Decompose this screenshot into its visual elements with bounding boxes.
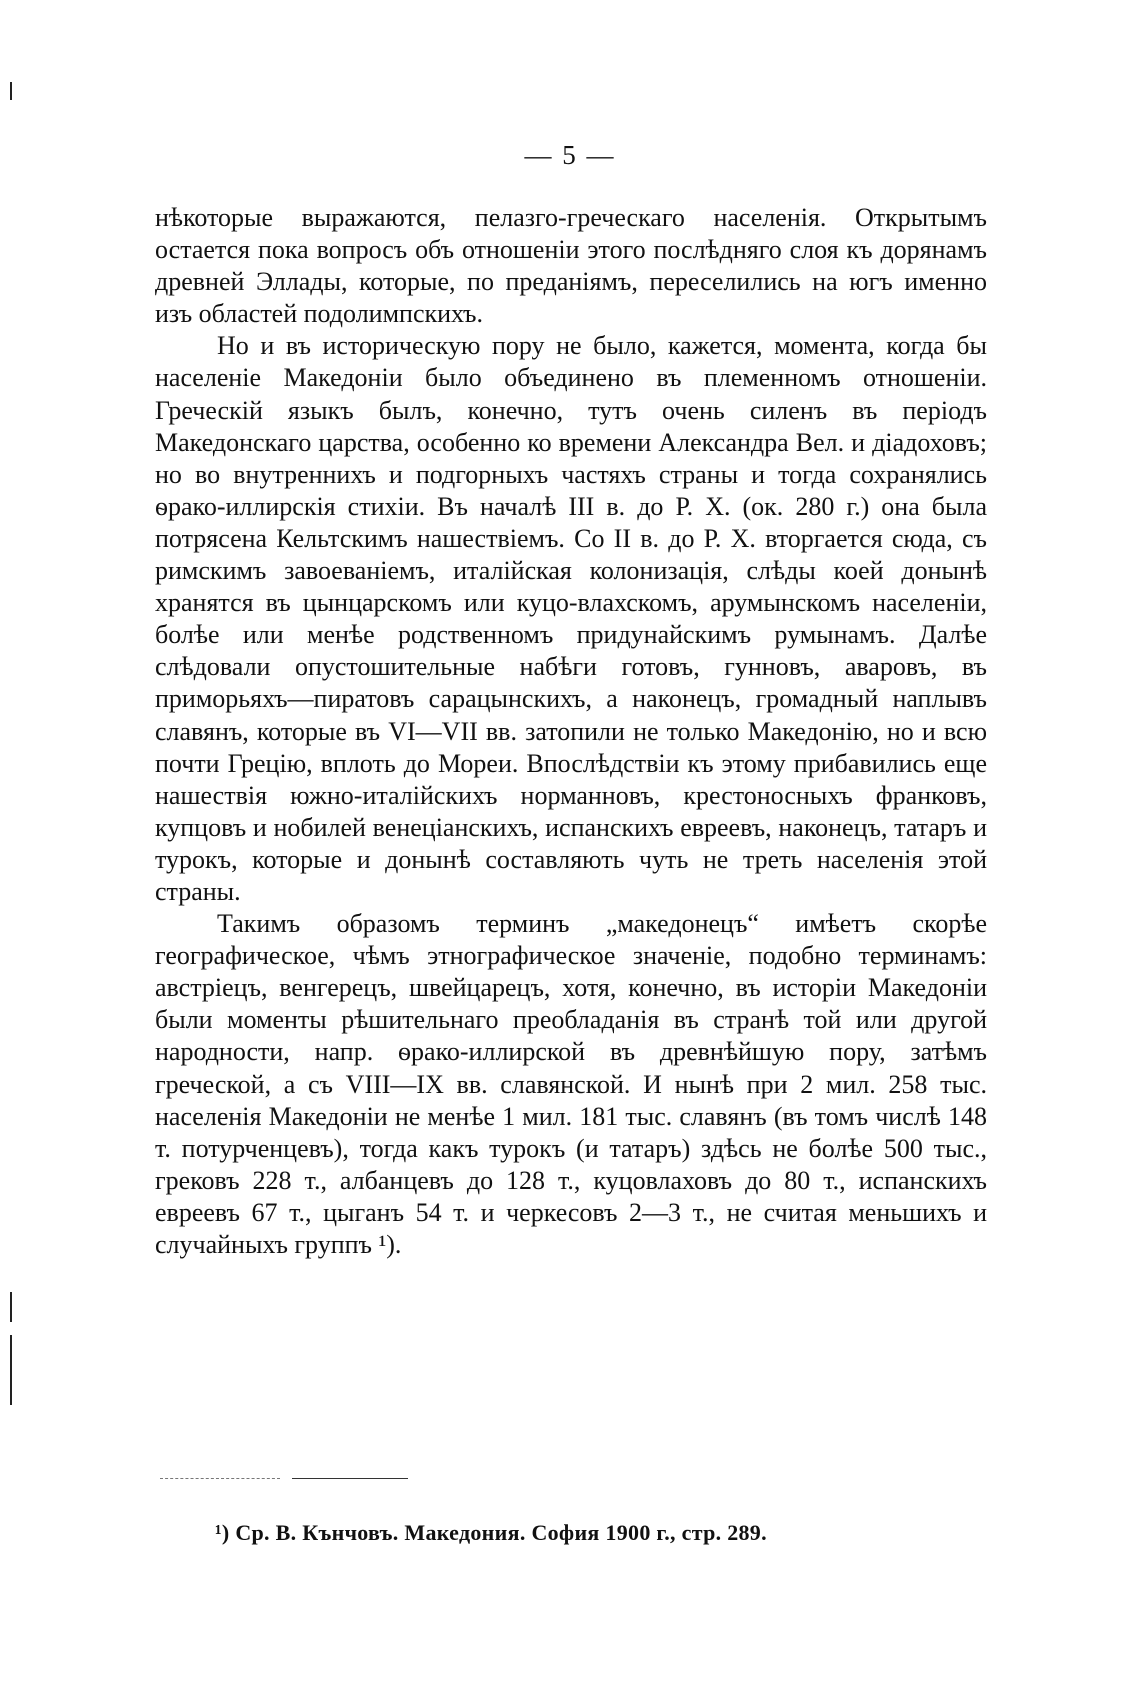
paragraph: Такимъ образомъ терминъ „македонецъ“ имѣетъ скорѣе географическое, чѣмъ этнографическое значеніе, подобно терминамъ: австріецъ, венгерецъ, швейцарецъ, хотя, конечно, въ исторіи Македоніи были моменты рѣшительнаго преобладанія въ странѣ той или другой народности, напр. ѳрако-иллирской въ древнѣйшую пору, затѣмъ греческой, а съ VIII—IX вв. славянской. И нынѣ при 2 мил. 258 тыс. населенія Македоніи не менѣе 1 мил. 181 тыс. славянъ (въ томъ числѣ 148 т. потурченцевъ), тогда какъ турокъ (и татаръ) здѣсь не болѣе 500 тыс., грековъ 228 т., албанцевъ до 128 т., куцовлаховъ до 80 т., испанскихъ евреевъ 67 т., цыганъ 54 т. и черкесовъ 2—3 т., не считая меньшихъ и случайныхъ группъ ¹). (155, 909, 987, 1259)
page-number: — 5 — (524, 140, 616, 170)
scan-edge-mark (10, 82, 12, 100)
footnote-separator-dashes (160, 1478, 280, 1480)
paragraph: нѣкоторые выражаются, пелазго-греческаго населенія. Открытымъ остается пока вопросъ объ отношеніи этого послѣдняго слоя къ дорянамъ древней Эллады, которые, по преданіямъ, переселились на югъ именно изъ областей подолимпскихъ. (155, 203, 987, 329)
footnote-separator (292, 1478, 408, 1479)
footnote: ¹) Ср. В. Кънчовъ. Македония. София 1900 г., стр. 289. (215, 1520, 767, 1545)
paragraph: Но и въ историческую пору не было, кажется, момента, когда бы населеніе Македоніи было объединено въ племенномъ отношеніи. Греческій языкъ былъ, конечно, тутъ очень силенъ въ періодъ Македонскаго царства, особенно ко времени Александра Вел. и діадоховъ; но во внутреннихъ и подгорныхъ частяхъ страны и тогда сохранялись ѳрако-иллирскія стихіи. Въ началѣ III в. до Р. Х. (ок. 280 г.) она была потрясена Кельтскимъ нашествіемъ. Со II в. до Р. Х. вторгается сюда, съ римскимъ завоеваніемъ, италійская колонизація, слѣды коей донынѣ хранятся въ цынцарскомъ или куцо-влахскомъ, арумынскомъ населеніи, болѣе или менѣе родственномъ придунайскимъ румынамъ. Далѣе слѣдовали опустошительные набѣги готовъ, гунновъ, аваровъ, въ приморьяхъ—пиратовъ сарацынскихъ, а наконецъ, громадный наплывъ славянъ, которые въ VI—VII вв. затопили не только Македонію, но и всю почти Грецію, вплоть до Мореи. Впослѣдствіи къ этому прибавились еще нашествія южно-италійскихъ норманновъ, крестоносныхъ франковъ, купцовъ и нобилей венеціанскихъ, испанскихъ евреевъ, наконецъ, татаръ и турокъ, которые и донынѣ составляють чуть не треть населенія этой страны. (155, 331, 987, 906)
scan-edge-mark (10, 1335, 12, 1405)
body-text (155, 202, 987, 1261)
scan-edge-mark (10, 1292, 12, 1322)
